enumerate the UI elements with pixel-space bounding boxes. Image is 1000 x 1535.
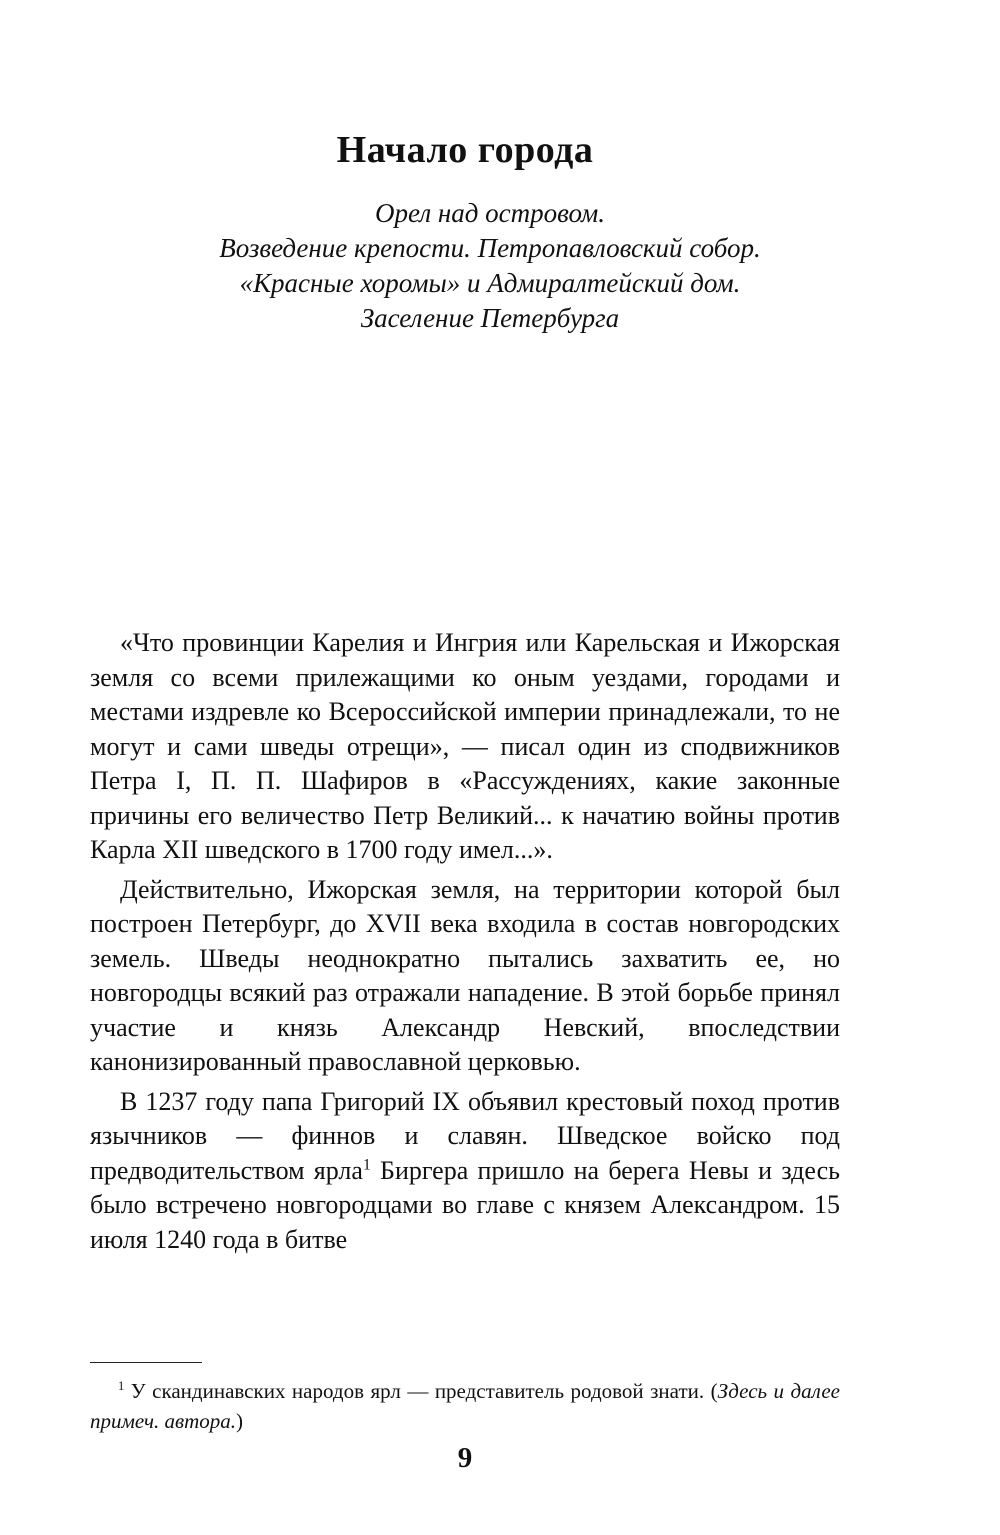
body-text <box>90 626 840 1262</box>
footnote <box>90 1376 840 1436</box>
paragraph <box>90 1085 840 1258</box>
footnote-reference: 1 <box>362 1155 371 1173</box>
page-number: 9 <box>457 1442 473 1474</box>
paragraph-text: В 1237 году папа Григорий IX объявил крестовый поход против язычников — финнов и славян. Шведское войско под предводительством ярла <box>90 1086 840 1185</box>
footnote-text: У скандинавских народов ярл — представитель родовой знати. ( <box>124 1379 718 1403</box>
subtitle-line: Заселение Петербурга <box>360 303 620 333</box>
footnote-close-paren: ) <box>236 1409 243 1433</box>
paragraph-text: Биргера пришло на берега Невы и здесь было встречено новгородцами во главе с князем Александром. 15 июля 1240 года в битве <box>90 1155 840 1254</box>
footnote-author-note: Здесь и далее примеч. автора. <box>90 1379 840 1433</box>
subtitle-line: Возведение крепости. Петропавловский собор. <box>219 233 761 263</box>
subtitle-line: «Красные хоромы» и Адмиралтейский дом. <box>239 268 741 298</box>
chapter-title: Начало города <box>336 129 594 171</box>
subtitle-line: Орел над островом. <box>375 198 605 228</box>
footnote-mark: 1 <box>118 1379 125 1393</box>
footnote-divider <box>90 1362 202 1363</box>
paragraph: «Что провинции Карелия и Ингрия или Карельская и Ижорская земля со всеми прилежащими ко оным уездами, городами и местами издревле ко Всероссийской империи принадлежали, то не могут и сами шведы отрещи», — писал один из сподвижников Петра I, П. П. Шафиров в «Рассуждениях, какие законные причины его величество Петр Великий... к начатию войны против Карла XII шведского в 1700 году имел...». <box>90 628 840 864</box>
chapter-subtitle <box>100 196 880 336</box>
paragraph: Действительно, Ижорская земля, на территории которой был построен Петербург, до XVII века входила в состав новгородских земель. Шведы неоднократно пытались захватить ее, но новгородцы всякий раз отражали нападение. В этой борьбе принял участие и князь Александр Невский, впоследствии канонизированный православной церковью. <box>90 874 840 1076</box>
